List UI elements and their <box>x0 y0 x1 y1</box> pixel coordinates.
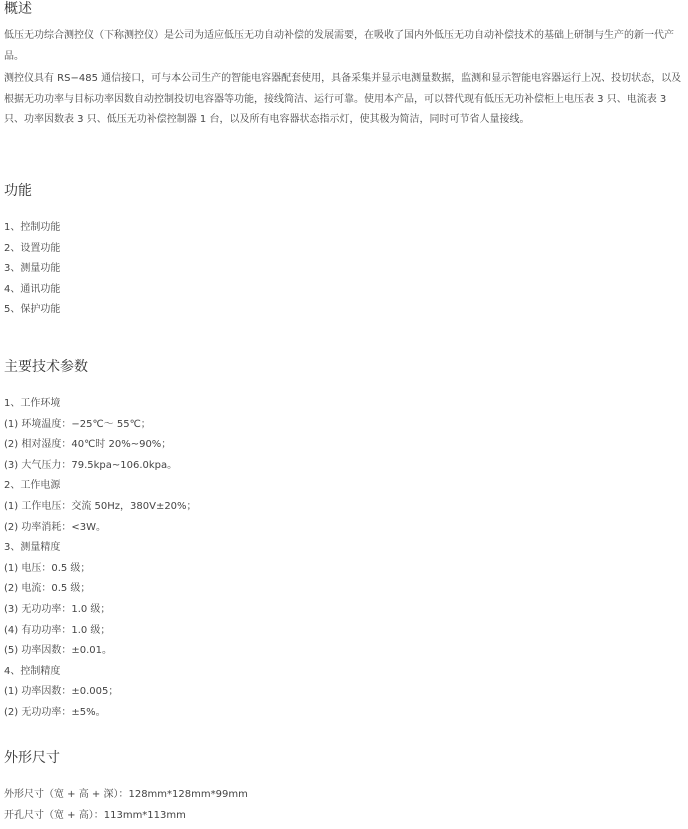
overview-paragraph-1: 低压无功综合测控仪（下称测控仪）是公司为适应低压无功自动补偿的发展需要，在吸收了国内外低压无功自动补偿技术的基础上研制与生产的新一代产品。 <box>4 30 674 62</box>
cutout-dimensions-line: 开孔尺寸（宽 + 高）：113mm*113mm <box>4 809 186 821</box>
param-line: (1) 功率因数：±0.005； <box>4 686 119 698</box>
functions-list <box>4 218 684 321</box>
technical-params-list <box>4 394 684 724</box>
outer-dimensions-line: 外形尺寸（宽 + 高 + 深）：128mm*128mm*99mm <box>4 789 248 800</box>
function-item-control: 1、控制功能 <box>4 222 61 233</box>
overview-heading: 概述 <box>4 1 32 17</box>
technical-params-heading: 主要技术参数 <box>4 359 88 375</box>
param-line: (1) 电压：0.5 级； <box>4 562 91 574</box>
params-subheading-accuracy: 3、测量精度 <box>4 542 61 554</box>
technical-params-section <box>4 357 684 724</box>
overview-paragraph-2: 测控仪具有 RS−485 通信接口，可与本公司生产的智能电容器配套使用，具备采集并显示电测量数据，监测和显示智能电容器运行上况、投切状态，以及根据无功功率与目标功率因数自动控制投切电容器等功能，接线简洁、运行可靠。使用本产品，可以替代现有低压无功补偿柜上电压表 3 只、电流表 3 只、功率因数表 3 只、低压无功补偿控制器 1 台，以及所有电容器状态指示灯，使其极为简洁，同时可节省人量接线。 <box>4 73 682 125</box>
param-line: (3) 无功功率：1.0 级； <box>4 603 111 615</box>
param-line: (1) 环境温度：−25℃～ 55℃； <box>4 418 151 430</box>
function-item-protection: 5、保护功能 <box>4 304 61 316</box>
param-line: (2) 功率消耗：<3W。 <box>4 521 106 533</box>
dimensions-heading: 外形尺寸 <box>4 750 60 766</box>
function-item-measurement: 3、测量功能 <box>4 263 61 275</box>
param-line: (4) 有功功率：1.0 级； <box>4 624 111 636</box>
params-subheading-power: 2、工作电源 <box>4 480 61 492</box>
functions-section <box>4 181 684 321</box>
param-line: (5) 功率因数：±0.01。 <box>4 645 112 657</box>
functions-heading: 功能 <box>4 183 32 199</box>
param-line: (2) 相对湿度：40℃时 20%~90%； <box>4 439 172 451</box>
param-line: (2) 无功功率：±5%。 <box>4 706 106 718</box>
overview-section <box>4 0 684 131</box>
dimensions-list <box>4 785 684 826</box>
params-subheading-environment: 1、工作环境 <box>4 398 61 409</box>
param-line: (3) 大气压力：79.5kpa~106.0kpa。 <box>4 459 178 471</box>
param-line: (2) 电流：0.5 级； <box>4 583 91 595</box>
params-subheading-control-accuracy: 4、控制精度 <box>4 665 61 677</box>
param-line: (1) 工作电压：交流 50Hz，380V±20%； <box>4 500 197 512</box>
dimensions-section <box>4 748 684 826</box>
function-item-communication: 4、通讯功能 <box>4 283 61 295</box>
function-item-settings: 2、设置功能 <box>4 242 61 254</box>
